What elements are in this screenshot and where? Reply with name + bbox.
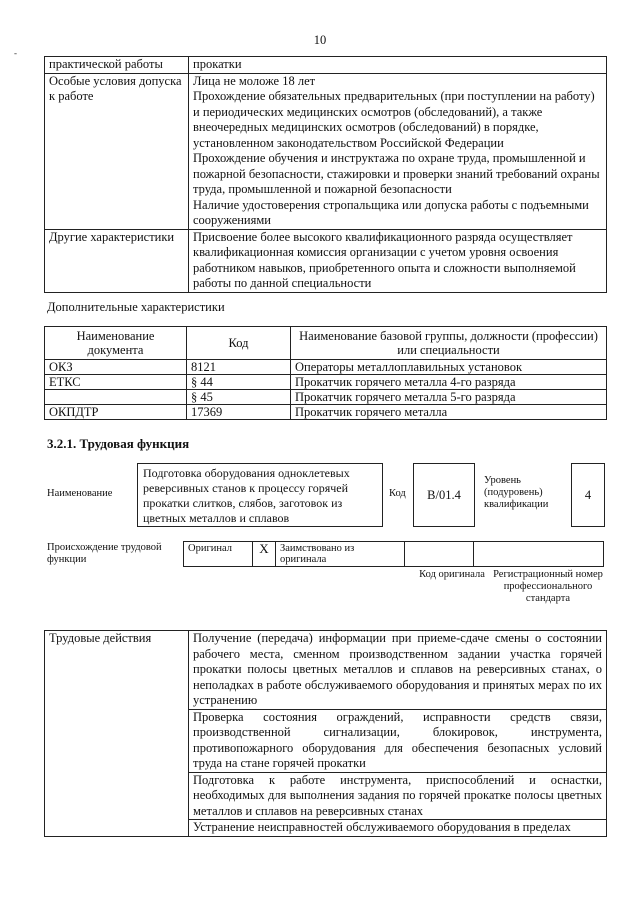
code-label: Код [389, 488, 406, 499]
labor-actions-table [44, 630, 607, 837]
code-original-cell [405, 542, 474, 567]
origin-table [183, 541, 604, 567]
additional-caption: Дополнительные характеристики [47, 300, 225, 314]
reg-number-cell [474, 542, 604, 567]
cell-name: Операторы металлоплавильных установок [291, 360, 607, 375]
value-line: Прохождение обязательных предварительных (при поступлении на работу) и периодических медицинских осмотров (обследований), а также внеочередных медицинских осмотров (обследований) в порядке, установленном законодательством Российской Федерации [193, 89, 595, 150]
code-original-caption: Код оригинала [419, 569, 485, 580]
table-row [45, 375, 607, 390]
table-row [45, 405, 607, 420]
original-mark-cell [253, 542, 276, 567]
labor-action-item: Устранение неисправностей обслуживаемого оборудования в пределах [189, 820, 607, 837]
reg-number-caption: Регистрационный номер профессионального стандарта [493, 569, 603, 604]
table-row [45, 360, 607, 375]
value-line: прокатки [193, 57, 242, 71]
function-code-box: В/01.4 [413, 463, 475, 527]
original-label: Оригинал [188, 543, 232, 554]
cell-name: Прокатчик горячего металла 4-го разряда [291, 375, 607, 390]
cell-doc [45, 390, 187, 405]
labor-function-heading: 3.2.1. Трудовая функция [47, 436, 190, 451]
cell-name: Прокатчик горячего металла 5-го разряда [291, 390, 607, 405]
cell-code: 8121 [187, 360, 291, 375]
header-code: Код [187, 327, 291, 360]
name-label: Наименование [47, 488, 113, 499]
row-value [189, 229, 607, 292]
origin-label: Происхождение трудовой функции [47, 542, 162, 565]
table-header-row [45, 327, 607, 360]
row-value [189, 73, 607, 229]
table-row [45, 631, 607, 710]
row-label: практической работы [45, 57, 189, 74]
header-doc: Наименование документа [45, 327, 187, 360]
cell-doc: ЕТКС [45, 375, 187, 390]
cell-name: Прокатчик горячего металла [291, 405, 607, 420]
labor-action-item: Получение (передача) информации при приеме-сдаче смены о состоянии рабочего места, сменном производственном задании участка горячей прокатки полосы цветных металлов и сплавов на реверсивных станах, о неполадках в работе обслуживаемого оборудования и принятых мерах по их устранению [189, 631, 607, 710]
cell-code: § 45 [187, 390, 291, 405]
level-label: Уровень (подуровень) квалификации [484, 475, 549, 510]
cell-code: 17369 [187, 405, 291, 420]
qualification-level-box: 4 [571, 463, 605, 527]
table-row [45, 57, 607, 74]
page-number: 10 [313, 33, 327, 47]
additional-table [44, 326, 607, 420]
row-label: Особые условия допуска к работе [45, 73, 189, 229]
value-line: Прохождение обучения и инструктажа по охране труда, промышленной и пожарной безопасности, стажировки и проверки знаний требований охраны труда, промышленной и пожарной безопасности [193, 151, 600, 196]
borrowed-label: Заимствовано из оригинала [276, 542, 405, 567]
table-row [45, 229, 607, 292]
table-row [45, 73, 607, 229]
row-value [189, 57, 607, 74]
table-row [45, 390, 607, 405]
value-line: Присвоение более высокого квалификационного разряда осуществляет квалификационная комиссия организации с учетом уровня освоения работником навыков, приобретенного опыта и сложности выполняемой работы по данной специальности [193, 229, 576, 290]
table-row [184, 542, 604, 567]
characteristics-table [44, 56, 607, 293]
cell-doc: ОКЗ [45, 360, 187, 375]
function-name-box: Подготовка оборудования одноклетевых реверсивных станов к процессу горячей прокатки слитков, слябов, заготовок из цветных металлов и сплавов [137, 463, 383, 527]
row-label: Другие характеристики [45, 229, 189, 292]
margin-mark: - [14, 48, 17, 58]
original-cell [184, 542, 253, 567]
labor-actions-label: Трудовые действия [45, 631, 189, 837]
value-line: Лица не моложе 18 лет [193, 73, 316, 88]
cell-doc: ОКПДТР [45, 405, 187, 420]
cell-code: § 44 [187, 375, 291, 390]
labor-action-item: Подготовка к работе инструмента, приспособлений и оснастки, необходимых для выполнения задания по горячей прокатке полосы цветных металлов и сплавов на реверсивных станах [189, 772, 607, 820]
labor-action-item: Проверка состояния ограждений, исправности средств связи, производственной сигнализации, блокировок, инструмента, противопожарного оборудования для обеспечения безопасных условий труда на стане горячей прокатки [189, 709, 607, 772]
header-name: Наименование базовой группы, должности (профессии) или специальности [291, 327, 607, 360]
original-mark: X [259, 541, 269, 556]
value-line: Наличие удостоверения стропальщика или допуска работы с подъемными сооружениями [193, 197, 589, 227]
